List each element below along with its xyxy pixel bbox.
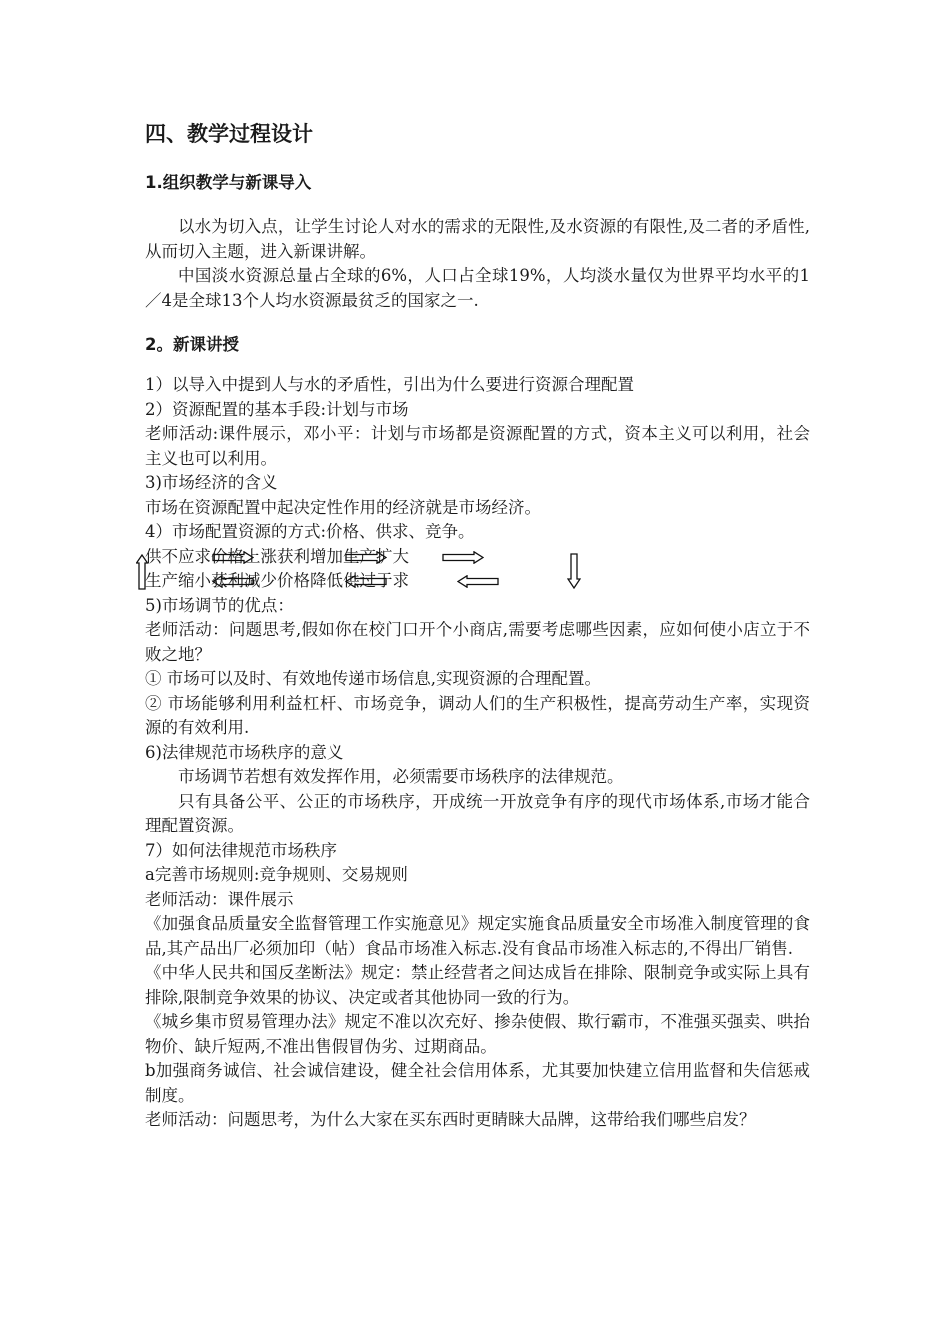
flow-text: 增加 <box>310 546 343 566</box>
flow-text: 获利 <box>211 571 244 590</box>
body-line: 老师活动：课件展示 <box>145 889 294 909</box>
flow-text: 生产扩大 <box>343 546 409 566</box>
flow-text: 减少价格 <box>244 571 310 590</box>
body-line: 3)市场经济的含义 <box>145 473 278 492</box>
flow-text: 价格 <box>211 546 244 566</box>
body-line: 5)市场调节的优点： <box>145 595 294 615</box>
left-arrow-icon <box>212 575 254 588</box>
body-line: 7）如何法律规范市场秩序 <box>145 840 337 860</box>
body-line: b加强商务诚信、社会诚信建设，健全社会信用体系，尤其要加快建立信用监督和失信惩戒制度。 <box>145 1061 810 1105</box>
flow-row-1 <box>145 545 810 570</box>
section2-title: 2。新课讲授 <box>145 335 239 354</box>
indented-paragraph: 只有具备公平、公正的市场秩序，开成统一开放竞争有序的现代市场体系,市场才能合理配置资源。 <box>145 791 810 835</box>
flow-text: 供不应求 <box>145 546 211 566</box>
body-line: 2）资源配置的基本手段:计划与市场 <box>145 399 409 419</box>
body-line: 《加强食品质量安全监督管理工作实施意见》规定实施食品质量安全市场准入制度管理的食品,其产品出厂必须加印（帖）食品市场准入标志.没有食品市场准入标志的,不得出厂销售. <box>145 914 810 958</box>
body-line: ② 市场能够利用利益杠杆、市场竞争，调动人们的生产积极性，提高劳动生产率，实现资源的有效利用. <box>145 693 810 737</box>
body-line: 老师活动：问题思考，为什么大家在买东西时更睛睐大品牌，这带给我们哪些启发？ <box>145 1110 756 1129</box>
body-line: 1）以导入中提到人与水的矛盾性，引出为什么要进行资源合理配置 <box>145 375 634 394</box>
body-line: 老师活动:课件展示，邓小平：计划与市场都是资源配置的方式，资本主义可以利用，社会主义也可以利用。 <box>145 424 810 468</box>
flow-text: 供过于求 <box>343 571 409 590</box>
right-arrow-icon <box>442 551 484 564</box>
flow-row-2 <box>145 569 810 594</box>
indented-paragraph: 市场调节若想有效发挥作用，必须需要市场秩序的法律规范。 <box>178 767 624 786</box>
flow-text: 上涨获利 <box>244 546 310 566</box>
section1-paragraph: 以水为切入点，让学生讨论人对水的需求的无限性,及水资源的有限性,及二者的矛盾性,从而切入主题，进入新课讲解。 <box>145 217 810 261</box>
section1-paragraph: 中国淡水资源总量占全球的6%，人口占全球19%，人均淡水量仅为世界平均水平的1／4是全球13个人均水资源最贫乏的国家之一. <box>145 266 810 310</box>
document-page <box>145 118 810 1133</box>
right-arrow-icon <box>212 551 254 564</box>
body-line: 《城乡集市贸易管理办法》规定不准以次充好、掺杂使假、欺行霸市，不准强买强卖、哄抬物价、缺斤短两,不准出售假冒伪劣、过期商品。 <box>145 1012 810 1056</box>
down-arrow-icon <box>567 553 581 589</box>
body-line: 4）市场配置资源的方式:价格、供求、竞争。 <box>145 522 475 541</box>
body-line: a完善市场规则:竞争规则、交易规则 <box>145 865 408 884</box>
flow-text: 生产缩小 <box>145 571 211 590</box>
flow-text: 降低 <box>310 571 343 590</box>
body-line: 6)法律规范市场秩序的意义 <box>145 742 344 762</box>
left-arrow-icon <box>457 575 499 588</box>
body-line: 老师活动：问题思考,假如你在校门口开个小商店,需要考虑哪些因素，应如何使小店立于不败之地？ <box>145 620 810 664</box>
up-arrow-icon <box>136 554 148 590</box>
right-arrow-icon <box>345 551 387 564</box>
body-line: 《中华人民共和国反垄断法》规定：禁止经营者之间达成旨在排除、限制竞争或实际上具有排除,限制竞争效果的协议、决定或者其他协同一致的行为。 <box>145 963 810 1007</box>
body-line: ① 市场可以及时、有效地传递市场信息,实现资源的合理配置。 <box>145 669 601 688</box>
section1-title: 1.组织教学与新课导入 <box>145 173 312 192</box>
body-line: 市场在资源配置中起决定性作用的经济就是市场经济。 <box>145 497 541 517</box>
left-arrow-icon <box>345 575 387 588</box>
main-heading: 四、教学过程设计 <box>145 122 313 146</box>
